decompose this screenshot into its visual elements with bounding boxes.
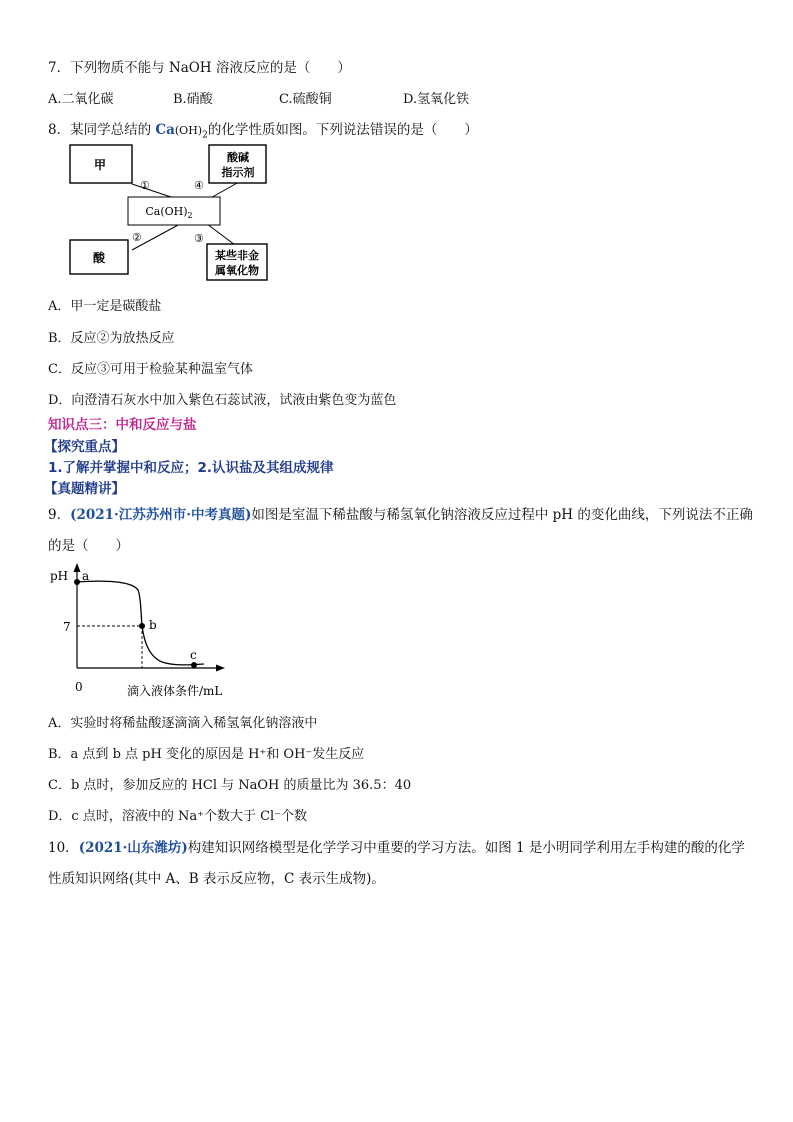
point-a-label: a <box>82 569 90 583</box>
q8-num-3: ③ <box>194 232 204 245</box>
q8-num-1: ① <box>140 179 150 192</box>
q8-num-2: ② <box>132 231 142 244</box>
q8-box-jia-label: 甲 <box>93 158 107 172</box>
q8-formula-rest: (OH) <box>174 124 203 137</box>
origin-label: 0 <box>75 680 83 694</box>
ph-chart <box>44 560 254 702</box>
y-axis-label: pH <box>50 569 69 583</box>
point-b <box>139 623 145 629</box>
q8-center-formula: Ca(OH) <box>145 205 188 218</box>
q10-stem-line2: 性质知识网络(其中 A、B 表示反应物，C 表示生成物)。 <box>48 871 385 887</box>
exam-label: 【真题精讲】 <box>44 481 125 497</box>
q9-num: 9． <box>48 507 71 523</box>
q10-stem-line1 <box>48 836 745 856</box>
q8-stem-post: 的化学性质如图。下列说法错误的是（ ） <box>207 122 478 138</box>
q9-stem-text: 如图是室温下稀盐酸与稀氢氧化钠溶液反应过程中 pH 的变化曲线，下列说法不正确 <box>251 507 753 523</box>
q10-source: (2021·山东潍坊) <box>78 840 188 856</box>
q9-stem-line1 <box>48 503 753 523</box>
ph-curve-series <box>77 581 204 665</box>
x-axis-label: 滴入液体条件/mL <box>127 684 223 698</box>
q10-stem-text: 构建知识网络模型是化学学习中重要的学习方法。如图 1 是小明同学利用左手构建的酸的化学 <box>187 840 745 856</box>
q10-num: 10． <box>48 840 79 856</box>
q8-box-oxide-label-1: 某些非金 <box>215 249 259 262</box>
y-tick-7: 7 <box>63 620 71 634</box>
q8-formula-sub: 2 <box>202 130 208 141</box>
q7-option-d: D.氢氧化铁 <box>403 92 470 107</box>
q9-option-b: B．a 点到 b 点 pH 变化的原因是 H⁺和 OH⁻发生反应 <box>48 747 365 762</box>
point-b-label: b <box>149 618 157 632</box>
q8-center-sub: 2 <box>187 211 193 220</box>
x-axis-arrow <box>216 665 225 672</box>
q8-option-c: C．反应③可用于检验某种温室气体 <box>48 362 253 377</box>
q8-option-a: A．甲一定是碳酸盐 <box>48 299 162 314</box>
point-c <box>191 662 197 668</box>
q8-box-indicator-label-2: 指示剂 <box>221 166 255 179</box>
q8-box-indicator-label-1: 酸碱 <box>227 151 249 164</box>
focus-text: 1.了解并掌握中和反应；2.认识盐及其组成规律 <box>48 460 334 476</box>
q7-option-c: C.硫酸铜 <box>279 92 332 107</box>
q8-option-b: B．反应②为放热反应 <box>48 331 175 346</box>
point-a <box>74 579 80 585</box>
q7-option-b: B.硝酸 <box>173 92 213 107</box>
q8-num-4: ④ <box>194 179 204 192</box>
q7-option-a: A.二氧化碳 <box>48 92 114 107</box>
q9-option-a: A．实验时将稀盐酸逐滴滴入稀氢氧化钠溶液中 <box>48 716 318 731</box>
q9-option-c: C．b 点时，参加反应的 HCl 与 NaOH 的质量比为 36.5：40 <box>48 778 412 793</box>
q9-stem-line2: 的是（ ） <box>48 538 129 554</box>
q9-source: (2021·江苏苏州市·中考真题) <box>70 507 252 523</box>
y-axis-arrow <box>74 563 81 572</box>
point-c-label: c <box>190 648 197 662</box>
q8-stem <box>48 118 478 141</box>
q9-option-d: D．c 点时，溶液中的 Na⁺个数大于 Cl⁻个数 <box>48 809 308 824</box>
q8-box-oxide-label-2: 属氧化物 <box>215 264 259 277</box>
q8-box-acid-label: 酸 <box>92 251 106 265</box>
section-title: 知识点三：中和反应与盐 <box>48 417 197 433</box>
q8-box-center-label <box>145 205 192 220</box>
q7-stem: 7．下列物质不能与 NaOH 溶液反应的是（ ） <box>48 60 351 76</box>
q8-stem-pre: 8．某同学总结的 <box>48 122 156 138</box>
focus-label: 【探究重点】 <box>44 439 125 455</box>
q8-option-d: D．向澄清石灰水中加入紫色石蕊试液，试液由紫色变为蓝色 <box>48 393 397 408</box>
q8-diagram <box>66 142 276 284</box>
q8-formula-ca: Ca <box>155 122 175 138</box>
